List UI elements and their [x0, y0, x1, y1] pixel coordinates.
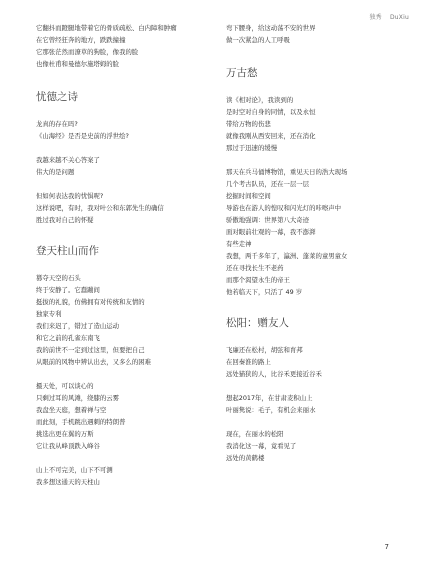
poem-continued [226, 22, 394, 46]
poem-line: 独家专利 [36, 310, 62, 318]
poem-line: 我消化这一幕，竟看见了 [226, 442, 297, 450]
poem-line: 而那个渴望永生的帝王 [226, 276, 290, 284]
poem-line: 《山海经》是否是史前的浮世绘? [36, 132, 129, 140]
poem-line: 胜过我对自己的怀疑 [36, 216, 94, 224]
poem-line: 而此刻，手机跳出遇刺的特朗普 [36, 418, 126, 426]
left-column [36, 22, 204, 488]
stanza-gap [36, 178, 204, 190]
poem-line: 做一次紧急的人工呼吸 [226, 36, 290, 44]
poem-title: 登天柱山而作 [36, 245, 99, 257]
poem-title: 万古愁 [226, 67, 258, 79]
poem-line: 现在，在丽水的松阳 [226, 430, 284, 438]
stanza-gap [226, 154, 394, 166]
poem-line: 和它之前的孔雀东南飞 [36, 334, 100, 342]
page-number: 7 [384, 543, 389, 551]
right-column [226, 22, 394, 464]
poem-body [226, 344, 394, 464]
poem-title: 松阳：赠友人 [226, 317, 289, 329]
poem-line: 他若临天下，只活了 49 岁 [226, 288, 303, 296]
poem-line: 在它曾经狂奔的地方，跌跌撞撞 [36, 36, 126, 44]
poem-line: 读《相对论》，我读到的 [226, 96, 294, 104]
poem-line: 叶丽隽说：毛子，有机会来丽水 [226, 406, 316, 414]
stanza-gap [226, 380, 394, 392]
poem-line: 从眼前的风物中辨认出去，又多么的困难 [36, 358, 152, 366]
poem-line: 龙真的存在吗? [36, 120, 78, 128]
poem-continued [36, 22, 204, 70]
poem-line: 面对眼前壮观的一幕，我不澎湃 [226, 228, 316, 236]
poem-line: 远处的黄鹤楼 [226, 454, 265, 462]
poem-line: 它让我从峰顶跌入峰谷 [36, 442, 100, 450]
header-author-en: DuXiu [389, 14, 409, 21]
poem-line: 终于安静了。它蠢蹦间 [36, 286, 100, 294]
poem-body [36, 118, 204, 226]
stanza-gap [226, 416, 394, 428]
poem-line: 导游也在游人的惶叹和闪光灯的咔嚓声中 [226, 204, 342, 212]
poem-line: 但如何表达我的忧惧呢? [36, 192, 104, 200]
header-author-cn: 独秀 [369, 14, 382, 21]
poem-line: 我的前世不一定到过这里，但要把自己 [36, 346, 145, 354]
poem-line: 山上不可完美，山下不可测 [36, 466, 113, 474]
poem-line: 只剩过耳的风滩，绕膝的云雾 [36, 394, 120, 402]
poem-line: 它翻抖而蹬腿地带着它的骨质疏松、白内障和肿瘤 [36, 24, 177, 32]
poem-line: 那天在兵马俑博物馆，重见天日的浩大现场 [226, 168, 348, 176]
poem-line: 这样说吧，有时，我对叶公和东郭先生的确信 [36, 204, 164, 212]
poem-line: 远处猫狭的人，比谷禾更接近谷禾 [226, 370, 322, 378]
poem-line: 就像我刚从西安回来，还在消化 [226, 132, 316, 140]
poem-line: 我越来越不关心答案了 [36, 156, 100, 164]
poem-line: 也像杜甫和曼德尔施塔姆的脸 [36, 60, 120, 68]
page-header [363, 12, 409, 21]
poem-line: 伟大的是问题 [36, 168, 75, 176]
poem-title: 忧德之诗 [36, 91, 78, 103]
stanza-gap [36, 142, 204, 154]
poem-line: 骄傲地强调：世界第八大奇迹 [226, 216, 310, 224]
poem-line: 我想，两千多年了，瀛洲、蓬莱的童男童女 [226, 252, 348, 260]
poem-line: 我多想这通天的天柱山 [36, 478, 100, 486]
poem-line: 是时空对自身的同情，以及永恒 [226, 108, 316, 116]
poem-line: 那过于迅速的缓慢 [226, 144, 278, 152]
stanza-gap [36, 452, 204, 464]
poem-body [36, 272, 204, 488]
poem-line: 我盘坐天庭，想着禅与空 [36, 406, 107, 414]
poem-line: 还在寻找长生不老药 [226, 264, 284, 272]
poem-line: 它那张茫然而潦草的狗脸，像我的脸 [36, 48, 139, 56]
poem-line: 有些走神 [226, 240, 252, 248]
poem-line: 在回秦淮的路上 [226, 358, 271, 366]
poem-line: 飞廉还在松村，胡弦和育邦 [226, 346, 303, 354]
poem-line: 篡夺天空的石头 [36, 274, 81, 282]
poem-line: 想起2017年，在甘肃麦积山上 [226, 394, 313, 402]
poem-line: 带给万物的伤悲 [226, 120, 271, 128]
poem-line: 摄天处，可以谈心的 [36, 382, 94, 390]
poem-line: 挑选出更在翼的万斯 [36, 430, 94, 438]
poem-line: 弯下腰身，给这动荡不安的世界 [226, 24, 316, 32]
poem-line: 我们来迟了，错过了造山运动 [36, 322, 120, 330]
stanza-gap [36, 368, 204, 380]
poem-line: 挺拔的礼貌，仿佛拥有对传统和友情的 [36, 298, 145, 306]
poem-body [226, 94, 394, 298]
poem-line: 挖掘时间和空间 [226, 192, 271, 200]
poem-line: 几个考古队员，还在一层一层 [226, 180, 310, 188]
